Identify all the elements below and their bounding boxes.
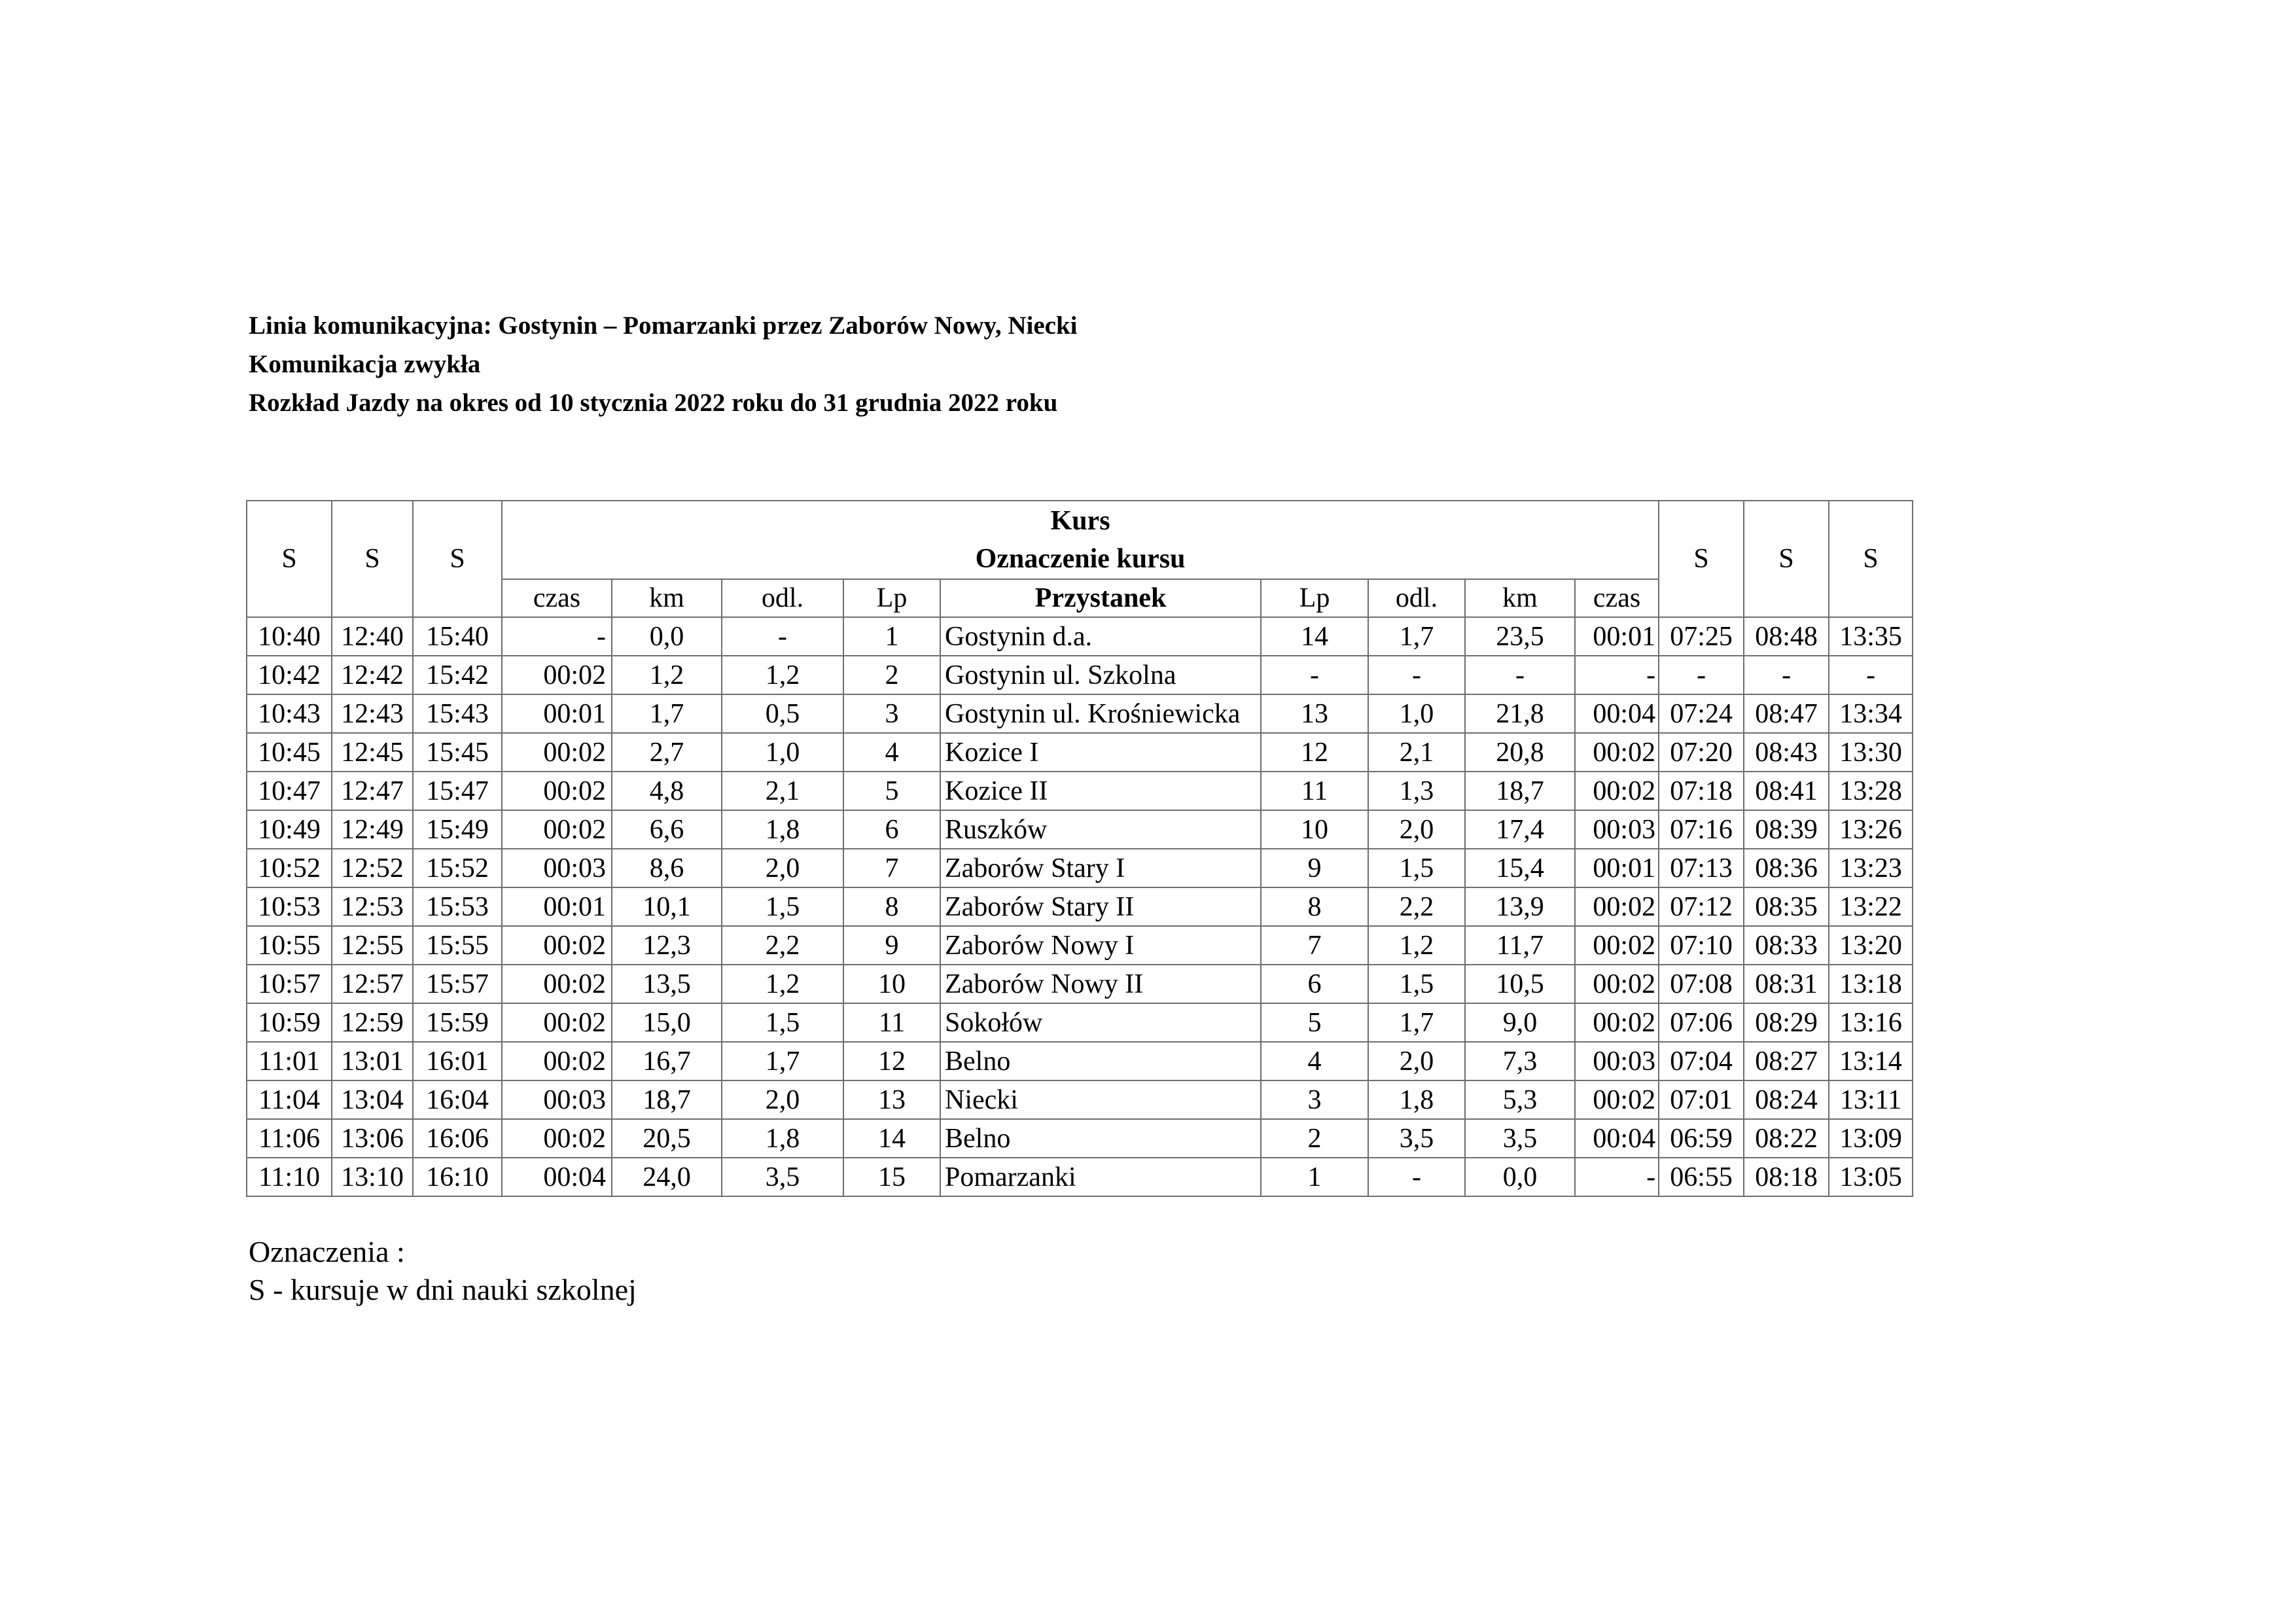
return-time: 07:24 [1659, 694, 1744, 733]
column-header: odl. [1368, 579, 1465, 617]
return-time: 08:31 [1744, 965, 1829, 1003]
departure-time: 13:10 [332, 1158, 413, 1196]
return-time: 07:01 [1659, 1080, 1744, 1119]
stop-number-return: 12 [1261, 733, 1368, 772]
departure-time: 12:43 [332, 694, 413, 733]
departure-time: 11:04 [247, 1080, 332, 1119]
return-time: 07:10 [1659, 926, 1744, 965]
return-time: 07:12 [1659, 887, 1744, 926]
course-mark-left: S [247, 501, 332, 617]
stop-name: Belno [940, 1119, 1261, 1158]
table-row [247, 849, 1913, 887]
return-time: 13:26 [1829, 810, 1913, 849]
distance-value-return: 3,5 [1368, 1119, 1465, 1158]
table-row [247, 965, 1913, 1003]
departure-time: 10:42 [247, 656, 332, 694]
stop-name: Pomarzanki [940, 1158, 1261, 1196]
distance-value: 1,0 [722, 733, 843, 772]
stop-number: 4 [843, 733, 940, 772]
return-time: 13:16 [1829, 1003, 1913, 1042]
stop-name: Belno [940, 1042, 1261, 1080]
distance-value-return: 1,5 [1368, 965, 1465, 1003]
stop-number: 6 [843, 810, 940, 849]
return-time: 08:39 [1744, 810, 1829, 849]
travel-time: 00:02 [502, 810, 612, 849]
return-time: 07:08 [1659, 965, 1744, 1003]
return-time: 07:18 [1659, 772, 1744, 810]
travel-time-return: 00:02 [1575, 1003, 1659, 1042]
stop-name: Zaborów Stary II [940, 887, 1261, 926]
km-value: 8,6 [612, 849, 722, 887]
travel-time: 00:02 [502, 926, 612, 965]
column-header-stop: Przystanek [940, 579, 1261, 617]
travel-time-return: - [1575, 1158, 1659, 1196]
stop-number: 1 [843, 617, 940, 656]
return-time: 13:14 [1829, 1042, 1913, 1080]
distance-value-return: 1,3 [1368, 772, 1465, 810]
stop-number: 15 [843, 1158, 940, 1196]
departure-time: 15:40 [413, 617, 502, 656]
km-value: 4,8 [612, 772, 722, 810]
departure-time: 16:01 [413, 1042, 502, 1080]
column-header: km [1465, 579, 1575, 617]
table-row [247, 656, 1913, 694]
departure-time: 10:45 [247, 733, 332, 772]
travel-time: 00:02 [502, 1119, 612, 1158]
travel-time-return: 00:02 [1575, 926, 1659, 965]
km-value-return: 11,7 [1465, 926, 1575, 965]
stop-number: 3 [843, 694, 940, 733]
return-time: 13:09 [1829, 1119, 1913, 1158]
km-value: 18,7 [612, 1080, 722, 1119]
departure-time: 15:59 [413, 1003, 502, 1042]
stop-name: Kozice II [940, 772, 1261, 810]
course-mark-left: S [413, 501, 502, 617]
distance-value-return: 1,7 [1368, 1003, 1465, 1042]
return-time: 07:25 [1659, 617, 1744, 656]
legend-entry: S - kursuje w dni nauki szkolnej [249, 1273, 637, 1306]
departure-time: 10:55 [247, 926, 332, 965]
km-value-return: 20,8 [1465, 733, 1575, 772]
stop-number-return: 14 [1261, 617, 1368, 656]
return-time: 13:11 [1829, 1080, 1913, 1119]
travel-time-return: 00:04 [1575, 1119, 1659, 1158]
travel-time-return: - [1575, 656, 1659, 694]
km-value-return: 9,0 [1465, 1003, 1575, 1042]
departure-time: 15:45 [413, 733, 502, 772]
km-value: 2,7 [612, 733, 722, 772]
return-time: 07:04 [1659, 1042, 1744, 1080]
distance-value: 1,2 [722, 965, 843, 1003]
travel-time: 00:02 [502, 656, 612, 694]
stop-number-return: 6 [1261, 965, 1368, 1003]
km-value: 15,0 [612, 1003, 722, 1042]
return-time: 06:55 [1659, 1158, 1744, 1196]
departure-time: 16:06 [413, 1119, 502, 1158]
return-time: 08:33 [1744, 926, 1829, 965]
stop-number: 13 [843, 1080, 940, 1119]
stop-name: Zaborów Nowy I [940, 926, 1261, 965]
travel-time: 00:02 [502, 1042, 612, 1080]
km-value-return: 13,9 [1465, 887, 1575, 926]
km-value-return: 15,4 [1465, 849, 1575, 887]
stop-number: 10 [843, 965, 940, 1003]
departure-time: 12:40 [332, 617, 413, 656]
departure-time: 12:45 [332, 733, 413, 772]
return-time: 08:36 [1744, 849, 1829, 887]
departure-time: 12:57 [332, 965, 413, 1003]
return-time: 07:20 [1659, 733, 1744, 772]
travel-time: - [502, 617, 612, 656]
return-time: 08:47 [1744, 694, 1829, 733]
stop-number-return: 9 [1261, 849, 1368, 887]
column-header: odl. [722, 579, 843, 617]
departure-time: 12:55 [332, 926, 413, 965]
table-row [247, 1042, 1913, 1080]
course-mark-right: S [1829, 501, 1913, 617]
table-row [247, 926, 1913, 965]
stop-number: 7 [843, 849, 940, 887]
stop-name: Niecki [940, 1080, 1261, 1119]
km-value: 0,0 [612, 617, 722, 656]
departure-time: 11:10 [247, 1158, 332, 1196]
travel-time: 00:01 [502, 694, 612, 733]
travel-time-return: 00:04 [1575, 694, 1659, 733]
travel-time: 00:03 [502, 849, 612, 887]
km-value: 20,5 [612, 1119, 722, 1158]
travel-time-return: 00:03 [1575, 810, 1659, 849]
travel-time: 00:01 [502, 887, 612, 926]
departure-time: 10:43 [247, 694, 332, 733]
km-value-return: 3,5 [1465, 1119, 1575, 1158]
travel-time-return: 00:02 [1575, 733, 1659, 772]
distance-value: 1,5 [722, 1003, 843, 1042]
stop-name: Ruszków [940, 810, 1261, 849]
table-row [247, 617, 1913, 656]
distance-value-return: 2,2 [1368, 887, 1465, 926]
timetable [246, 500, 1913, 1197]
departure-time: 12:47 [332, 772, 413, 810]
return-time: 13:28 [1829, 772, 1913, 810]
return-time: 13:18 [1829, 965, 1913, 1003]
kurs-label: Kurs [1050, 506, 1110, 536]
departure-time: 12:49 [332, 810, 413, 849]
distance-value-return: - [1368, 656, 1465, 694]
distance-value-return: 1,7 [1368, 617, 1465, 656]
departure-time: 12:42 [332, 656, 413, 694]
departure-time: 10:59 [247, 1003, 332, 1042]
distance-value: 0,5 [722, 694, 843, 733]
distance-value: 2,1 [722, 772, 843, 810]
departure-time: 12:59 [332, 1003, 413, 1042]
table-row [247, 887, 1913, 926]
distance-value: - [722, 617, 843, 656]
departure-time: 10:49 [247, 810, 332, 849]
return-time: 06:59 [1659, 1119, 1744, 1158]
km-value-return: - [1465, 656, 1575, 694]
stop-number-return: 4 [1261, 1042, 1368, 1080]
travel-time: 00:02 [502, 965, 612, 1003]
return-time: 13:35 [1829, 617, 1913, 656]
stop-number-return: 2 [1261, 1119, 1368, 1158]
return-time: 07:06 [1659, 1003, 1744, 1042]
column-header: czas [502, 579, 612, 617]
travel-time: 00:02 [502, 1003, 612, 1042]
km-value-return: 17,4 [1465, 810, 1575, 849]
departure-time: 12:52 [332, 849, 413, 887]
departure-time: 10:53 [247, 887, 332, 926]
distance-value-return: 1,5 [1368, 849, 1465, 887]
km-value-return: 5,3 [1465, 1080, 1575, 1119]
travel-time-return: 00:01 [1575, 849, 1659, 887]
stop-name: Zaborów Stary I [940, 849, 1261, 887]
travel-time-return: 00:02 [1575, 1080, 1659, 1119]
table-row [247, 1080, 1913, 1119]
travel-time-return: 00:02 [1575, 887, 1659, 926]
return-time: 13:30 [1829, 733, 1913, 772]
return-time: 07:16 [1659, 810, 1744, 849]
stop-number: 9 [843, 926, 940, 965]
departure-time: 15:57 [413, 965, 502, 1003]
distance-value: 2,0 [722, 1080, 843, 1119]
table-row [247, 772, 1913, 810]
stop-number: 11 [843, 1003, 940, 1042]
km-value-return: 23,5 [1465, 617, 1575, 656]
departure-time: 16:10 [413, 1158, 502, 1196]
distance-value-return: 1,0 [1368, 694, 1465, 733]
table-row [247, 1158, 1913, 1196]
return-time: 13:05 [1829, 1158, 1913, 1196]
stop-name: Sokołów [940, 1003, 1261, 1042]
departure-time: 15:55 [413, 926, 502, 965]
travel-time-return: 00:03 [1575, 1042, 1659, 1080]
departure-time: 10:57 [247, 965, 332, 1003]
departure-time: 10:52 [247, 849, 332, 887]
distance-value: 1,7 [722, 1042, 843, 1080]
return-time: - [1744, 656, 1829, 694]
departure-time: 10:40 [247, 617, 332, 656]
km-value: 10,1 [612, 887, 722, 926]
return-time: 13:23 [1829, 849, 1913, 887]
distance-value-return: 1,8 [1368, 1080, 1465, 1119]
travel-time-return: 00:02 [1575, 965, 1659, 1003]
distance-value: 2,2 [722, 926, 843, 965]
column-header: Lp [1261, 579, 1368, 617]
legend-title: Oznaczenia : [249, 1235, 405, 1268]
distance-value: 1,8 [722, 810, 843, 849]
return-time: 08:18 [1744, 1158, 1829, 1196]
departure-time: 11:01 [247, 1042, 332, 1080]
departure-time: 10:47 [247, 772, 332, 810]
column-header: km [612, 579, 722, 617]
line-title: Linia komunikacyjna: Gostynin – Pomarzanki przez Zaborów Nowy, Niecki [249, 312, 1078, 340]
distance-value-return: 1,2 [1368, 926, 1465, 965]
distance-value-return: - [1368, 1158, 1465, 1196]
km-value: 12,3 [612, 926, 722, 965]
return-time: 08:41 [1744, 772, 1829, 810]
departure-time: 15:42 [413, 656, 502, 694]
km-value-return: 21,8 [1465, 694, 1575, 733]
course-header [502, 501, 1659, 579]
return-time: 08:29 [1744, 1003, 1829, 1042]
return-time: - [1659, 656, 1744, 694]
departure-time: 13:06 [332, 1119, 413, 1158]
return-time: 07:13 [1659, 849, 1744, 887]
return-time: 08:48 [1744, 617, 1829, 656]
travel-time: 00:04 [502, 1158, 612, 1196]
travel-time-return: 00:02 [1575, 772, 1659, 810]
stop-number-return: 13 [1261, 694, 1368, 733]
return-time: 08:43 [1744, 733, 1829, 772]
table-row [247, 694, 1913, 733]
km-value-return: 7,3 [1465, 1042, 1575, 1080]
departure-time: 12:53 [332, 887, 413, 926]
stop-number: 14 [843, 1119, 940, 1158]
column-header: czas [1575, 579, 1659, 617]
stop-name: Zaborów Nowy II [940, 965, 1261, 1003]
course-mark-right: S [1744, 501, 1829, 617]
stop-number-return: 3 [1261, 1080, 1368, 1119]
course-mark-left: S [332, 501, 413, 617]
travel-time: 00:02 [502, 772, 612, 810]
course-designation-label: Oznaczenie kursu [975, 544, 1186, 574]
stop-number-return: 10 [1261, 810, 1368, 849]
km-value-return: 10,5 [1465, 965, 1575, 1003]
return-time: 08:24 [1744, 1080, 1829, 1119]
table-row [247, 810, 1913, 849]
distance-value: 1,2 [722, 656, 843, 694]
km-value: 1,2 [612, 656, 722, 694]
stop-number-return: 8 [1261, 887, 1368, 926]
travel-time: 00:03 [502, 1080, 612, 1119]
return-time: - [1829, 656, 1913, 694]
table-row [247, 1119, 1913, 1158]
distance-value: 1,5 [722, 887, 843, 926]
communication-type: Komunikacja zwykła [249, 350, 481, 378]
travel-time-return: 00:01 [1575, 617, 1659, 656]
departure-time: 11:06 [247, 1119, 332, 1158]
distance-value: 1,8 [722, 1119, 843, 1158]
column-header: Lp [843, 579, 940, 617]
return-time: 08:35 [1744, 887, 1829, 926]
departure-time: 16:04 [413, 1080, 502, 1119]
stop-number: 8 [843, 887, 940, 926]
stop-name: Kozice I [940, 733, 1261, 772]
table-header-row [247, 501, 1913, 579]
km-value: 24,0 [612, 1158, 722, 1196]
departure-time: 13:01 [332, 1042, 413, 1080]
stop-number-return: 11 [1261, 772, 1368, 810]
return-time: 13:22 [1829, 887, 1913, 926]
km-value: 13,5 [612, 965, 722, 1003]
distance-value: 2,0 [722, 849, 843, 887]
stop-name: Gostynin ul. Szkolna [940, 656, 1261, 694]
course-mark-right: S [1659, 501, 1744, 617]
km-value-return: 0,0 [1465, 1158, 1575, 1196]
stop-number-return: 1 [1261, 1158, 1368, 1196]
return-time: 13:34 [1829, 694, 1913, 733]
distance-value-return: 2,0 [1368, 1042, 1465, 1080]
departure-time: 15:43 [413, 694, 502, 733]
stop-number: 2 [843, 656, 940, 694]
km-value: 6,6 [612, 810, 722, 849]
legend [249, 1233, 637, 1309]
stop-name: Gostynin ul. Krośniewicka [940, 694, 1261, 733]
stop-number-return: 7 [1261, 926, 1368, 965]
departure-time: 13:04 [332, 1080, 413, 1119]
table-row [247, 1003, 1913, 1042]
return-time: 13:20 [1829, 926, 1913, 965]
stop-number-return: 5 [1261, 1003, 1368, 1042]
stop-number: 12 [843, 1042, 940, 1080]
stop-name: Gostynin d.a. [940, 617, 1261, 656]
km-value-return: 18,7 [1465, 772, 1575, 810]
distance-value-return: 2,1 [1368, 733, 1465, 772]
return-time: 08:22 [1744, 1119, 1829, 1158]
distance-value: 3,5 [722, 1158, 843, 1196]
distance-value-return: 2,0 [1368, 810, 1465, 849]
departure-time: 15:53 [413, 887, 502, 926]
departure-time: 15:52 [413, 849, 502, 887]
travel-time: 00:02 [502, 733, 612, 772]
return-time: 08:27 [1744, 1042, 1829, 1080]
table-row [247, 733, 1913, 772]
km-value: 16,7 [612, 1042, 722, 1080]
departure-time: 15:49 [413, 810, 502, 849]
document-header [249, 306, 1077, 422]
stop-number-return: - [1261, 656, 1368, 694]
departure-time: 15:47 [413, 772, 502, 810]
validity-period: Rozkład Jazdy na okres od 10 stycznia 2022 roku do 31 grudnia 2022 roku [249, 389, 1058, 417]
stop-number: 5 [843, 772, 940, 810]
km-value: 1,7 [612, 694, 722, 733]
